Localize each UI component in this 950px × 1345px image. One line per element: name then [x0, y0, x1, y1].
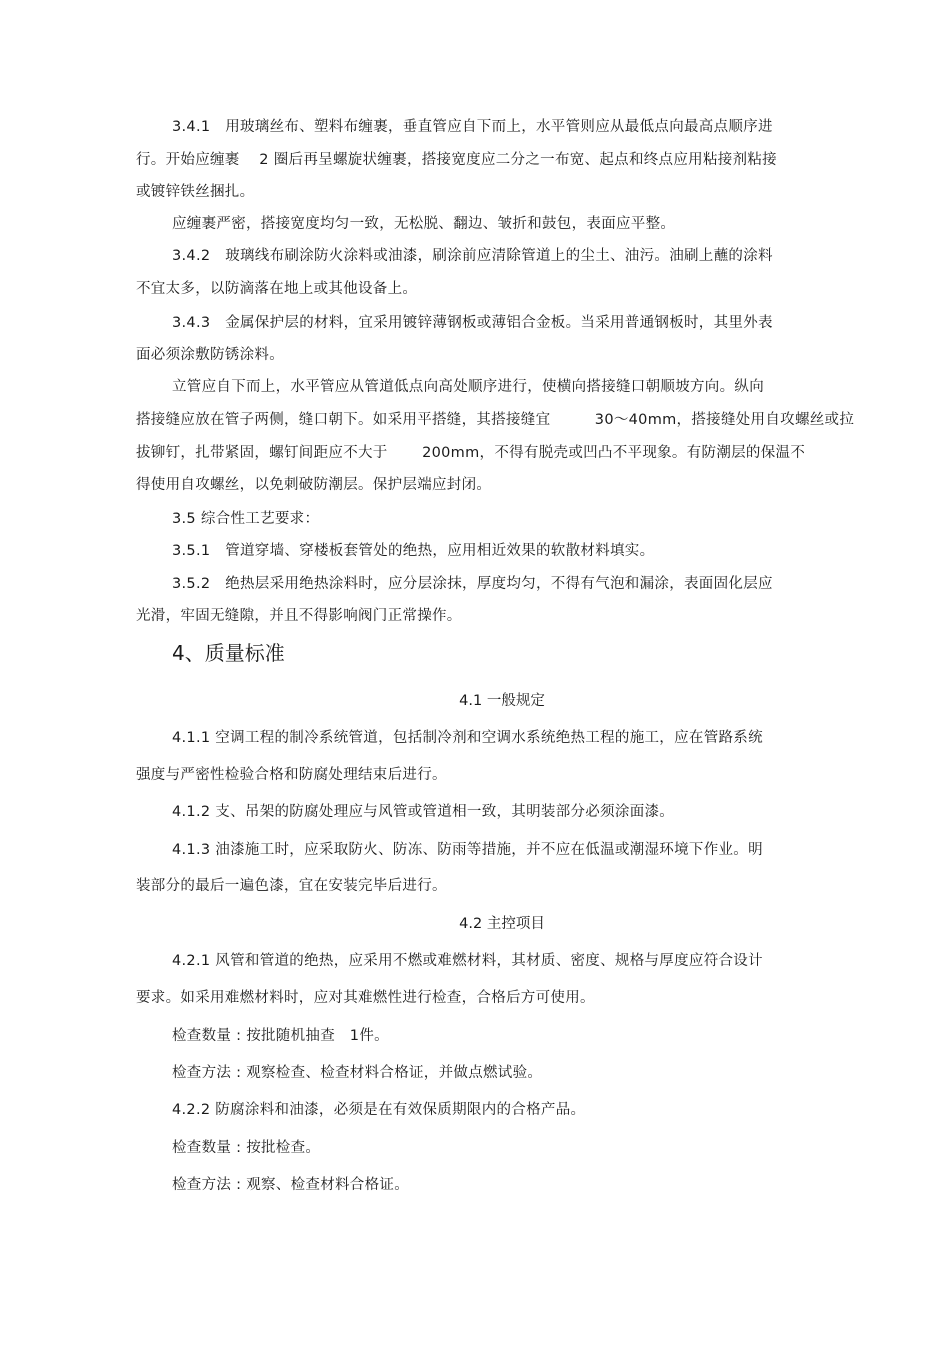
para-4-1-3-line1: 4.1.3 油漆施工时，应采取防火、防冻、防雨等措施，并不应在低温或潮湿环境下作业。明	[172, 842, 763, 858]
para-3-5-2-line2: 光滑，牢固无缝隙，并且不得影响阀门正常操作。	[136, 608, 462, 624]
para-3-5-2-line1: 3.5.2 绝热层采用绝热涂料时，应分层涂抹，厚度均匀，不得有气泡和漏涂，表面固化层应	[172, 576, 773, 592]
check-quantity-1: 检查数量 : 按批随机抽查 1件。	[172, 1028, 389, 1044]
check-method-1: 检查方法 : 观察检查、检查材料合格证，并做点燃试验。	[172, 1065, 543, 1081]
subheading-4-2: 4.2 主控项目	[459, 916, 545, 932]
para-4-2-1-line1: 4.2.1 风管和管道的绝热，应采用不燃或难燃材料，其材质、密度、规格与厚度应符合设计	[172, 953, 763, 969]
para-pipe-line1: 立管应自下而上，水平管应从管道低点向高处顺序进行，使横向搭接缝口朝顺坡方向。纵向	[172, 379, 764, 395]
para-4-1-2: 4.1.2 支、吊架的防腐处理应与风管或管道相一致，其明装部分必须涂面漆。	[172, 804, 675, 820]
section-3-5-title: 3.5 综合性工艺要求：	[172, 511, 320, 527]
heading-quality-standard: 4、质量标准	[172, 641, 285, 665]
para-3-4-3-line1: 3.4.3 金属保护层的材料，宜采用镀锌薄钢板或薄铝合金板。当采用普通钢板时，其里外表	[172, 315, 773, 331]
para-3-5-1: 3.5.1 管道穿墙、穿楼板套管处的绝热，应用相近效果的软散材料填实。	[172, 543, 655, 559]
para-3-4-2-line2: 不宜太多，以防滴落在地上或其他设备上。	[136, 281, 418, 297]
subheading-4-1: 4.1 一般规定	[459, 693, 545, 709]
para-3-4-1-line2: 行。开始应缠裹 2 圈后再呈螺旋状缠裹，搭接宽度应二分之一布宽、起点和终点应用粘接剂粘接	[136, 152, 777, 168]
check-method-2: 检查方法 : 观察、检查材料合格证。	[172, 1177, 410, 1193]
para-wrap-note: 应缠裹严密，搭接宽度均匀一致，无松脱、翻边、皱折和鼓包，表面应平整。	[172, 216, 676, 232]
para-3-4-3-line2: 面必须涂敷防锈涂料。	[136, 347, 284, 363]
para-3-4-2-line1: 3.4.2 玻璃线布刷涂防火涂料或油漆，刷涂前应清除管道上的尘土、油污。油刷上蘸的涂料	[172, 248, 773, 264]
para-pipe-line2: 搭接缝应放在管子两侧，缝口朝下。如采用平搭缝，其搭接缝宜 30～40mm，搭接缝处用自攻螺丝或拉	[136, 412, 855, 428]
para-pipe-line4: 得使用自攻螺丝，以免刺破防潮层。保护层端应封闭。	[136, 477, 492, 493]
para-4-1-1-line1: 4.1.1 空调工程的制冷系统管道，包括制冷剂和空调水系统绝热工程的施工，应在管路系统	[172, 730, 763, 746]
para-3-4-1-line1: 3.4.1 用玻璃丝布、塑料布缠裹，垂直管应自下而上，水平管则应从最低点向最高点顺序进	[172, 119, 773, 135]
para-3-4-1-line3: 或镀锌铁丝捆扎。	[136, 184, 255, 200]
para-pipe-line3: 拔铆钉，扎带紧固，螺钉间距应不大于 200mm，不得有脱壳或凹凸不平现象。有防潮层的保温不	[136, 445, 806, 461]
check-quantity-2: 检查数量 : 按批检查。	[172, 1140, 321, 1156]
para-4-1-3-line2: 装部分的最后一遍色漆，宜在安装完毕后进行。	[136, 878, 447, 894]
para-4-1-1-line2: 强度与严密性检验合格和防腐处理结束后进行。	[136, 767, 447, 783]
para-4-2-2: 4.2.2 防腐涂料和油漆，必须是在有效保质期限内的合格产品。	[172, 1102, 586, 1118]
para-4-2-1-line2: 要求。如采用难燃材料时，应对其难燃性进行检查，合格后方可使用。	[136, 990, 595, 1006]
